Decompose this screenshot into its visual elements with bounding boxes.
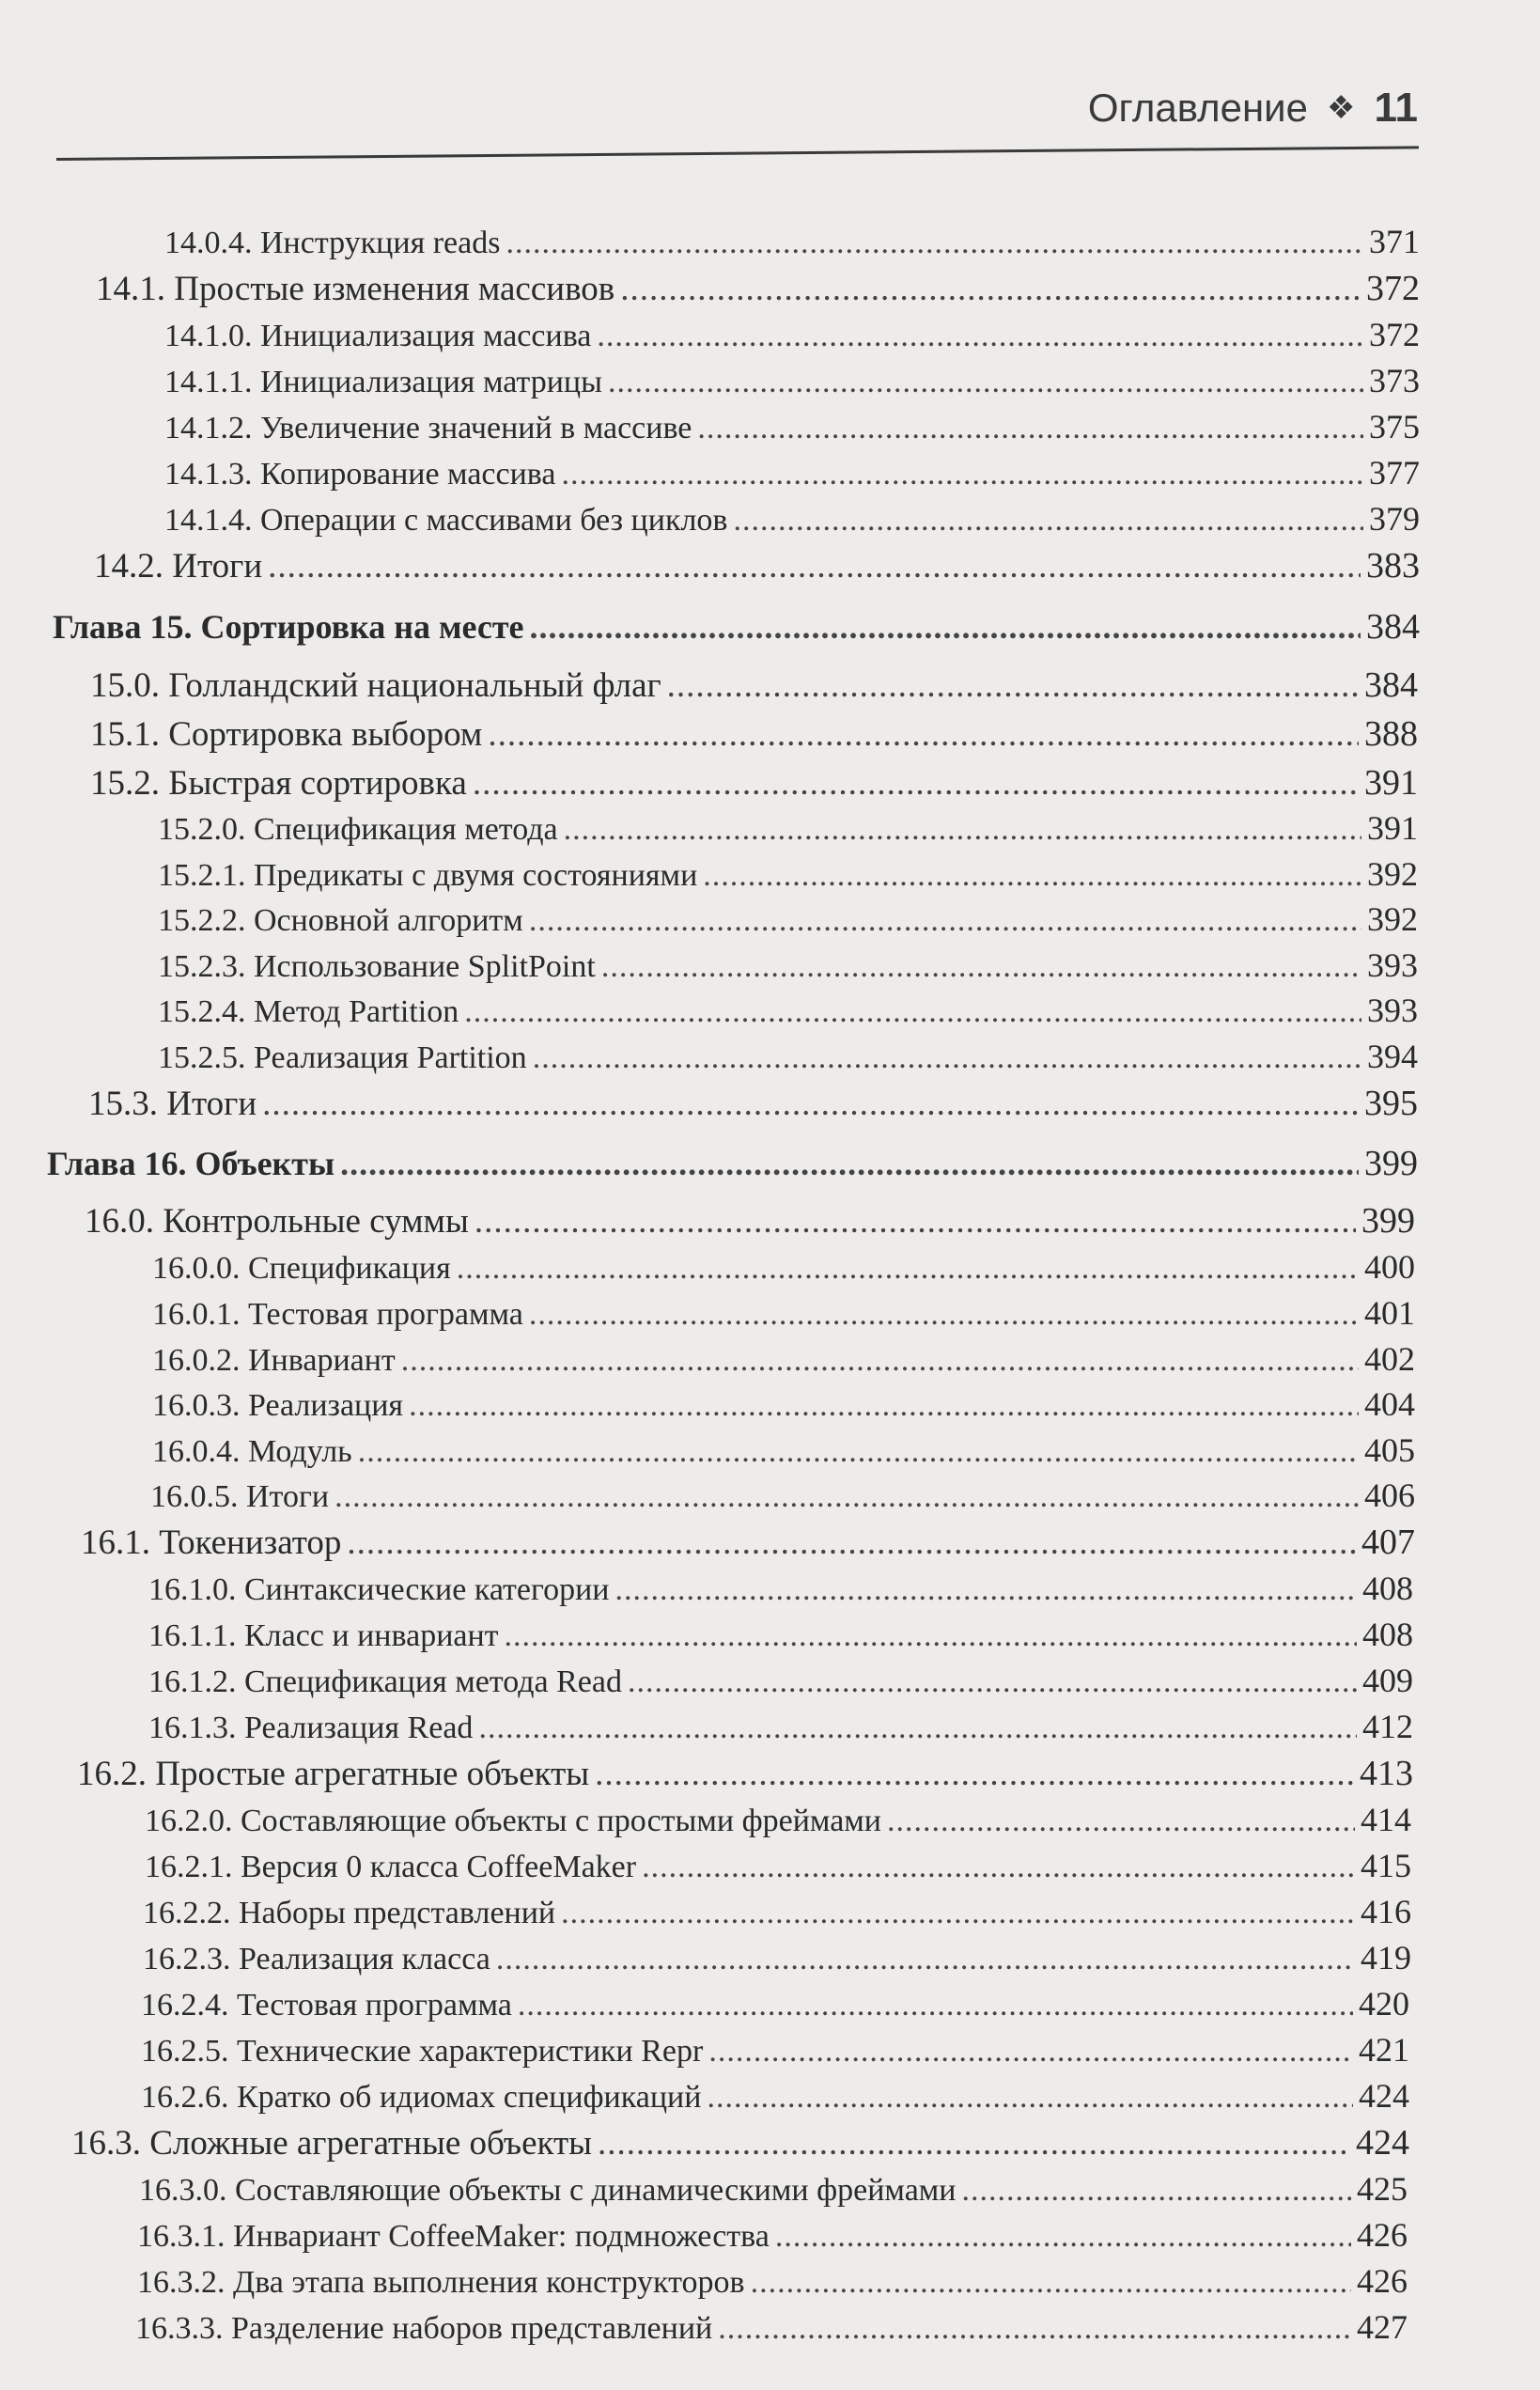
toc-entry: [152, 1384, 1415, 1424]
toc-leader: [488, 714, 1359, 755]
toc-entry-title: 15.3. Итоги: [88, 1085, 257, 1123]
toc-leader: [887, 1804, 1355, 1839]
toc-entry-title: 15.2.0. Спецификация метода: [158, 812, 558, 847]
toc-entry-page: 406: [1364, 1476, 1415, 1514]
toc-leader: [533, 1040, 1361, 1076]
toc-entry-title: 15.2.1. Предикаты с двумя состояниями: [158, 858, 698, 893]
toc-entry: [164, 361, 1420, 400]
toc-entry: [77, 1753, 1413, 1794]
toc-entry: [152, 1247, 1415, 1287]
toc-leader: [268, 546, 1361, 586]
toc-entry-title: 16.2.6. Кратко об идиомах спецификаций: [141, 2080, 702, 2115]
toc-entry-title: 16.1.2. Спецификация метода Read: [148, 1664, 622, 1699]
toc-entry-title: Глава 16. Объекты: [47, 1145, 335, 1182]
toc-entry-title: 15.2. Быстрая сортировка: [90, 764, 467, 803]
toc-entry: [145, 1800, 1411, 1839]
toc-entry-page: 379: [1369, 500, 1420, 538]
toc-leader: [562, 457, 1364, 492]
toc-entry-title: 16.0.5. Итоги: [150, 1479, 330, 1514]
toc-leader: [708, 2034, 1353, 2070]
toc-leader: [347, 1523, 1356, 1563]
toc-entry-page: 372: [1366, 269, 1420, 308]
toc-entry-page: 407: [1361, 1523, 1415, 1562]
toc-entry: [158, 808, 1418, 848]
toc-entry-title: 14.1. Простые изменения массивов: [96, 270, 615, 308]
toc-entry: [143, 1892, 1411, 1931]
toc-entry-title: 16.3.2. Два этапа выполнения конструкторов: [137, 2265, 745, 2300]
toc-entry-title: 16.2.4. Тестовая программа: [141, 1988, 512, 2023]
toc-entry-page: 395: [1364, 1084, 1418, 1123]
toc-leader: [529, 1297, 1359, 1333]
toc-entry-title: 16.1.1. Класс и инвариант: [148, 1618, 499, 1653]
toc-entry-page: 384: [1364, 665, 1418, 705]
toc-entry: [137, 2261, 1408, 2301]
toc-entry-page: 392: [1367, 900, 1418, 938]
toc-entry-page: 426: [1357, 2262, 1408, 2300]
toc-entry-page: 408: [1362, 1570, 1413, 1607]
toc-entry-page: 388: [1364, 714, 1418, 754]
toc-entry-title: 16.0.0. Спецификация: [152, 1251, 451, 1286]
toc-leader: [707, 2080, 1353, 2116]
toc-entry-page: 420: [1359, 1985, 1409, 2023]
toc-entry-title: 16.0.2. Инвариант: [152, 1343, 396, 1378]
toc-entry: [135, 2307, 1408, 2347]
toc-entry-page: 393: [1367, 992, 1418, 1029]
toc-leader: [597, 319, 1363, 354]
toc-entry-title: 16.3.3. Разделение наборов представлений: [135, 2311, 713, 2346]
toc-entry: [152, 1430, 1415, 1470]
toc-entry-title: 16.1.0. Синтаксические категории: [148, 1572, 610, 1607]
toc-entry: [164, 315, 1420, 354]
toc-entry-title: 16.2.1. Версия 0 класса CoffeeMaker: [145, 1850, 637, 1884]
toc-entry-page: 415: [1361, 1847, 1411, 1884]
toc-entry-title: 15.2.5. Реализация Partition: [158, 1040, 527, 1075]
toc-entry-page: 408: [1362, 1616, 1413, 1653]
toc-entry-title: 16.2.5. Технические характеристики Repr: [141, 2034, 704, 2069]
toc-leader: [962, 2173, 1352, 2209]
toc-entry: [71, 2122, 1409, 2163]
toc-entry-page: 371: [1369, 223, 1420, 260]
toc-entry-title: 16.0. Контрольные суммы: [85, 1202, 469, 1241]
toc-leader: [401, 1343, 1359, 1379]
toc-leader: [474, 1201, 1356, 1242]
toc-entry-page: 425: [1357, 2170, 1408, 2208]
toc-entry-title: 15.0. Голландский национальный флаг: [90, 666, 661, 705]
toc-entry: [152, 1293, 1415, 1333]
toc-entry-title: 16.3. Сложные агрегатные объекты: [71, 2124, 593, 2163]
toc-entry: [152, 1339, 1415, 1379]
toc-entry: [94, 545, 1420, 586]
toc-leader: [775, 2219, 1351, 2255]
toc-entry-title: 15.2.3. Использование SplitPoint: [158, 949, 596, 984]
toc-entry-page: 383: [1366, 546, 1420, 586]
toc-entry-title: 14.1.3. Копирование массива: [164, 457, 556, 492]
toc-leader: [703, 858, 1361, 894]
toc-entry-title: Глава 15. Сортировка на месте: [53, 608, 524, 646]
toc-leader: [697, 411, 1363, 446]
toc-entry: [141, 1984, 1409, 2023]
toc-entry-page: 414: [1361, 1801, 1411, 1838]
toc-entry-title: 16.3.1. Инвариант CoffeeMaker: подмножества: [137, 2219, 770, 2254]
toc-leader: [620, 269, 1361, 309]
toc-entry: [137, 2215, 1408, 2255]
toc-chapter: [53, 606, 1420, 648]
toc-entry-title: 16.0.1. Тестовая программа: [152, 1297, 523, 1332]
toc-leader: [601, 949, 1361, 985]
toc-entry-page: 424: [1356, 2123, 1409, 2163]
toc-entry: [164, 222, 1420, 261]
toc-entry-title: 16.2.2. Наборы представлений: [143, 1896, 556, 1930]
toc-leader: [751, 2265, 1351, 2301]
toc-entry-title: 16.0.4. Модуль: [152, 1434, 352, 1469]
toc-entry-title: 14.1.1. Инициализация матрицы: [164, 365, 602, 399]
toc-entry-page: 392: [1367, 855, 1418, 893]
toc-entry-page: 419: [1361, 1939, 1411, 1976]
toc-entry-page: 427: [1357, 2308, 1408, 2346]
toc-entry: [164, 407, 1420, 446]
toc-leader: [409, 1388, 1359, 1424]
toc-entry: [88, 1083, 1418, 1124]
toc-leader: [506, 226, 1363, 261]
toc-entry: [158, 991, 1418, 1030]
toc-entry-title: 16.2.0. Составляющие объекты с простыми фреймами: [145, 1804, 881, 1838]
toc-entry-page: 373: [1369, 362, 1420, 399]
toc-entry: [158, 945, 1418, 985]
toc-entry-page: 416: [1361, 1893, 1411, 1930]
toc-entry: [143, 1938, 1411, 1977]
toc-leader: [262, 1084, 1359, 1124]
toc-entry-page: 404: [1364, 1385, 1415, 1423]
toc-leader: [642, 1850, 1355, 1885]
toc-entry-title: 14.1.4. Операции с массивами без циклов: [164, 503, 728, 538]
toc-entry-page: 384: [1366, 607, 1420, 647]
toc-entry: [148, 1615, 1413, 1654]
toc-entry: [148, 1569, 1413, 1608]
toc-entry: [145, 1846, 1411, 1885]
toc-entry: [90, 762, 1418, 804]
toc-entry-title: 15.2.4. Метод Partition: [158, 994, 459, 1029]
toc-leader: [473, 763, 1359, 804]
toc-entry-page: 409: [1362, 1662, 1413, 1699]
toc-leader: [496, 1942, 1355, 1977]
toc-entry-title: 16.2. Простые агрегатные объекты: [77, 1755, 590, 1793]
header-rule: [56, 146, 1419, 161]
toc-entry: [139, 2169, 1408, 2209]
toc-entry-page: 424: [1359, 2077, 1409, 2115]
toc-entry-page: 399: [1361, 1201, 1415, 1241]
toc-leader: [733, 503, 1363, 539]
toc-entry-title: 15.1. Сортировка выбором: [90, 715, 483, 754]
toc-leader: [464, 994, 1361, 1030]
toc-entry-title: 14.1.0. Инициализация массива: [164, 319, 592, 353]
toc-leader: [340, 1144, 1359, 1183]
toc-leader: [608, 365, 1363, 400]
toc-entry: [141, 2076, 1409, 2116]
section-title: Оглавление: [1087, 86, 1308, 130]
toc-leader: [667, 665, 1359, 706]
toc-entry: [158, 899, 1418, 939]
toc-leader: [561, 1896, 1355, 1931]
toc-entry-page: 393: [1367, 946, 1418, 984]
toc-chapter: [47, 1143, 1418, 1184]
toc-entry: [164, 499, 1420, 539]
running-header: [1088, 85, 1418, 132]
toc-entry-page: 391: [1367, 809, 1418, 847]
toc-entry-page: 412: [1362, 1708, 1413, 1745]
toc-leader: [529, 903, 1361, 939]
toc-entry-title: 16.3.0. Составляющие объекты с динамическими фреймами: [139, 2173, 957, 2208]
toc-entry-page: 402: [1364, 1340, 1415, 1378]
toc-leader: [595, 1754, 1354, 1794]
toc-entry-title: 14.0.4. Инструкция reads: [164, 226, 501, 260]
toc-entry: [148, 1707, 1413, 1746]
toc-leader: [718, 2311, 1351, 2347]
toc-entry-page: 400: [1364, 1248, 1415, 1286]
toc-entry: [85, 1200, 1415, 1242]
toc-leader: [628, 1664, 1357, 1700]
toc-entry: [96, 268, 1420, 309]
toc-entry: [148, 1661, 1413, 1700]
ornament-icon: ❖: [1327, 90, 1356, 126]
toc-entry: [141, 2030, 1409, 2070]
toc-leader: [598, 2123, 1350, 2163]
toc-entry-page: 372: [1369, 316, 1420, 353]
toc-leader: [478, 1710, 1357, 1746]
toc-entry: [158, 854, 1418, 894]
toc-leader: [505, 1618, 1357, 1654]
toc-entry-page: 394: [1367, 1038, 1418, 1075]
toc-entry-title: 16.1. Токенизатор: [81, 1523, 342, 1562]
toc-entry-page: 421: [1359, 2031, 1409, 2069]
toc-entry-title: 14.2. Итоги: [94, 547, 263, 586]
toc-entry: [164, 453, 1420, 492]
toc-leader: [457, 1251, 1359, 1287]
toc-entry-title: 14.1.2. Увеличение значений в массиве: [164, 411, 692, 445]
toc-entry-page: 391: [1364, 763, 1418, 803]
toc-entry: [158, 1037, 1418, 1076]
toc-entry: [81, 1522, 1415, 1563]
toc-leader: [518, 1988, 1353, 2023]
page-number: 11: [1374, 85, 1418, 131]
toc-entry: [150, 1476, 1415, 1515]
toc-entry: [90, 664, 1418, 706]
toc-entry-page: 399: [1364, 1144, 1418, 1183]
toc-leader: [614, 1572, 1357, 1608]
toc-entry: [90, 713, 1418, 755]
toc-entry-page: 426: [1357, 2216, 1408, 2254]
toc-entry-page: 405: [1364, 1431, 1415, 1469]
toc-leader: [334, 1479, 1359, 1515]
toc-entry-page: 401: [1364, 1294, 1415, 1332]
toc-leader: [564, 812, 1361, 848]
toc-entry-page: 375: [1369, 408, 1420, 445]
toc-entry-page: 413: [1360, 1754, 1413, 1793]
toc-leader: [358, 1434, 1359, 1470]
toc-entry-page: 377: [1369, 454, 1420, 492]
toc-entry-title: 16.1.3. Реализация Read: [148, 1710, 474, 1745]
toc-leader: [530, 607, 1361, 647]
toc-entry-title: 16.2.3. Реализация класса: [143, 1942, 490, 1976]
toc-entry-title: 15.2.2. Основной алгоритм: [158, 903, 523, 938]
toc-entry-title: 16.0.3. Реализация: [152, 1388, 404, 1423]
